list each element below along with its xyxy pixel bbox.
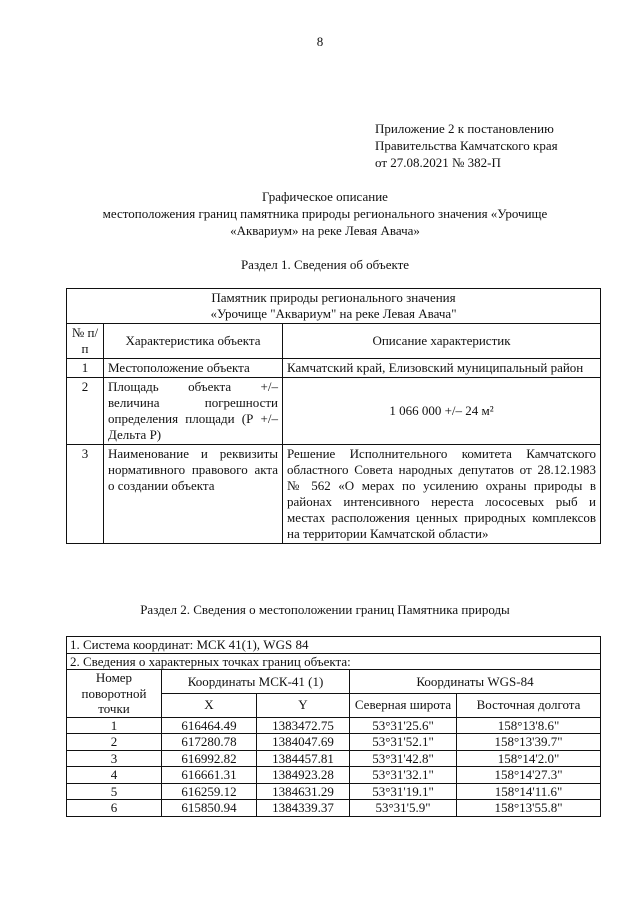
row-characteristic: Наименование и реквизиты нормативного правового акта о создании объекта [104, 445, 283, 544]
point-y: 1384457.81 [257, 750, 350, 767]
point-longitude: 158°13'8.6" [457, 717, 601, 734]
point-latitude: 53°31'42.8" [350, 750, 457, 767]
point-y: 1383472.75 [257, 717, 350, 734]
point-y: 1384047.69 [257, 734, 350, 751]
col-header-y: Y [257, 693, 350, 717]
points-info-row: 2. Сведения о характерных точках границ объекта: [67, 653, 601, 670]
col-header-num: № п/п [67, 324, 104, 359]
annex-line-2: Правительства Камчатского края [375, 138, 558, 153]
title-line-1: Графическое описание [262, 189, 388, 204]
col-header-description: Описание характеристик [283, 324, 601, 359]
annex-line-1: Приложение 2 к постановлению [375, 121, 554, 136]
table-row [67, 359, 601, 378]
table-row [67, 783, 601, 800]
point-number: 1 [67, 717, 162, 734]
point-x: 617280.78 [162, 734, 257, 751]
point-number: 6 [67, 800, 162, 817]
row-description: 1 066 000 +/– 24 м² [283, 378, 601, 445]
point-x: 616992.82 [162, 750, 257, 767]
point-x: 616259.12 [162, 783, 257, 800]
row-characteristic: Площадь объекта +/– величина погрешности определения площади (Р +/– Дельта Р) [104, 378, 283, 445]
boundary-points-table [66, 636, 601, 817]
point-y: 1384339.37 [257, 800, 350, 817]
point-latitude: 53°31'25.6" [350, 717, 457, 734]
page-number: 8 [316, 34, 324, 49]
table-row [67, 717, 601, 734]
point-latitude: 53°31'19.1" [350, 783, 457, 800]
point-longitude: 158°14'2.0" [457, 750, 601, 767]
col-header-longitude: Восточная долгота [457, 693, 601, 717]
document-title [60, 188, 590, 239]
point-latitude: 53°31'5.9" [350, 800, 457, 817]
table-row [67, 767, 601, 784]
table-row [67, 378, 601, 445]
point-x: 616464.49 [162, 717, 257, 734]
row-description: Камчатский край, Елизовский муниципальный район [283, 359, 601, 378]
col-header-characteristic: Характеристика объекта [104, 324, 283, 359]
col-header-latitude: Северная широта [350, 693, 457, 717]
col-header-x: X [162, 693, 257, 717]
row-num: 1 [67, 359, 104, 378]
point-longitude: 158°14'27.3" [457, 767, 601, 784]
object-info-table [66, 288, 601, 544]
table-row [67, 800, 601, 817]
row-description: Решение Исполнительного комитета Камчатского областного Совета народных депутатов от 28.12.1983 № 562 «О мерах по усилению охраны природы в районах интенсивного нереста лососевых рыб и местах расположения ценных природных комплексов на территории Камчатской области» [283, 445, 601, 544]
table-row [67, 750, 601, 767]
point-y: 1384923.28 [257, 767, 350, 784]
point-latitude: 53°31'52.1" [350, 734, 457, 751]
point-latitude: 53°31'32.1" [350, 767, 457, 784]
object-table-title-line-1: Памятник природы регионального значения [211, 290, 456, 305]
point-x: 616661.31 [162, 767, 257, 784]
col-header-wgs: Координаты WGS-84 [350, 670, 601, 694]
point-number: 4 [67, 767, 162, 784]
point-longitude: 158°13'39.7" [457, 734, 601, 751]
title-line-2: местоположения границ памятника природы регионального значения «Урочище [102, 206, 548, 221]
row-characteristic: Местоположение объекта [104, 359, 283, 378]
table-row [67, 734, 601, 751]
point-number: 3 [67, 750, 162, 767]
point-number: 5 [67, 783, 162, 800]
row-num: 3 [67, 445, 104, 544]
object-table-title [67, 289, 601, 324]
point-y: 1384631.29 [257, 783, 350, 800]
col-header-point-number: Номер поворотной точки [67, 670, 162, 718]
section2-heading: Раздел 2. Сведения о местоположении границ Памятника природы [140, 602, 510, 617]
col-header-msk: Координаты МСК-41 (1) [162, 670, 350, 694]
annex-block [375, 120, 558, 171]
point-longitude: 158°14'11.6" [457, 783, 601, 800]
annex-line-3: от 27.08.2021 № 382-П [375, 155, 501, 170]
section1-heading: Раздел 1. Сведения об объекте [240, 257, 410, 272]
point-number: 2 [67, 734, 162, 751]
object-table-title-line-2: «Урочище "Аквариум" на реке Левая Авача" [210, 306, 457, 321]
point-longitude: 158°13'55.8" [457, 800, 601, 817]
coord-system-row: 1. Система координат: МСК 41(1), WGS 84 [67, 637, 601, 654]
title-line-3: «Аквариум» на реке Левая Авача» [230, 223, 420, 238]
table-row [67, 445, 601, 544]
row-num: 2 [67, 378, 104, 445]
point-x: 615850.94 [162, 800, 257, 817]
